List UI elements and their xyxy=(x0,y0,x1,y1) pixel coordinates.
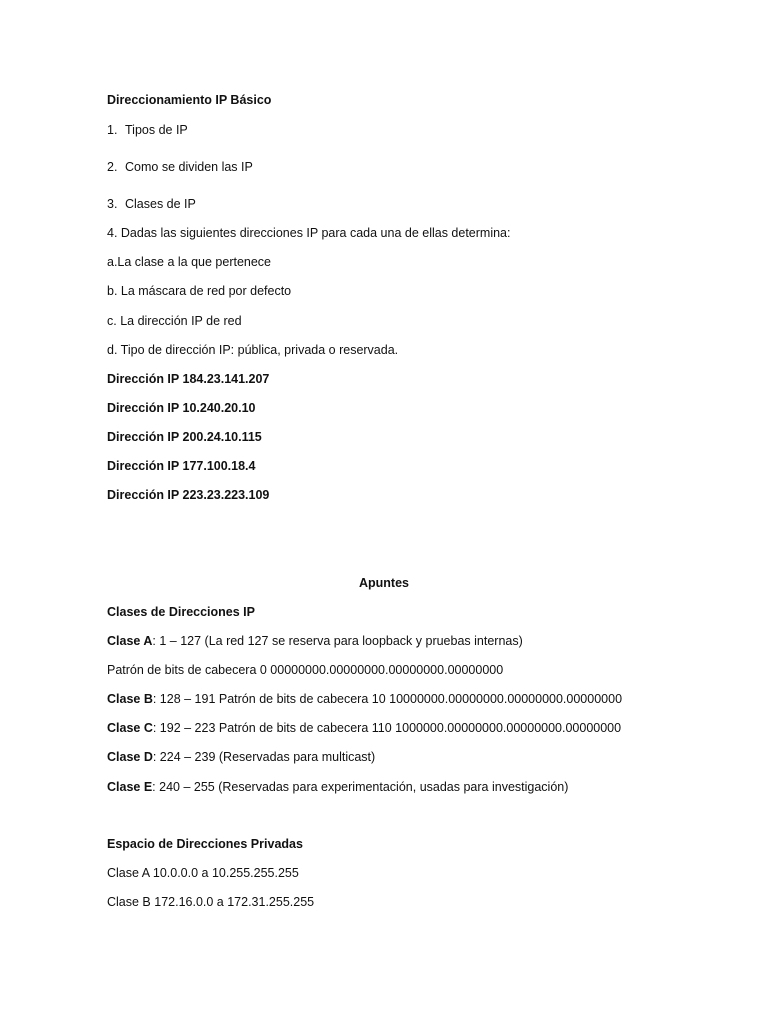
subitem-a: a.La clase a la que pertenece xyxy=(107,255,272,269)
class-a-label: Clase A xyxy=(107,634,153,648)
class-c-label: Clase C xyxy=(107,721,153,735)
class-e-line xyxy=(107,779,568,795)
class-d-line xyxy=(107,749,375,765)
ip-address-1: Dirección IP 184.23.141.207 xyxy=(107,372,270,386)
question-number: 3. xyxy=(107,197,118,211)
class-e-label: Clase E xyxy=(107,780,153,794)
class-a-line xyxy=(107,633,523,649)
class-e-text: : 240 – 255 (Reservadas para experimentación, usadas para investigación) xyxy=(152,780,569,794)
private-class-a: Clase A 10.0.0.0 a 10.255.255.255 xyxy=(107,866,299,880)
private-class-b: Clase B 172.16.0.0 a 172.31.255.255 xyxy=(107,895,315,909)
private-heading: Espacio de Direcciones Privadas xyxy=(107,837,303,851)
subitem-b: b. La máscara de red por defecto xyxy=(107,284,292,298)
question-2 xyxy=(107,159,253,175)
question-number: 1. xyxy=(107,123,118,137)
notes-heading: Apuntes xyxy=(359,576,409,590)
document-title: Direccionamiento IP Básico xyxy=(107,93,272,107)
class-a-text: : 1 – 127 (La red 127 se reserva para loopback y pruebas internas) xyxy=(152,634,523,648)
class-d-label: Clase D xyxy=(107,750,153,764)
ip-address-2: Dirección IP 10.240.20.10 xyxy=(107,401,256,415)
subitem-c: c. La dirección IP de red xyxy=(107,314,242,328)
subitem-d: d. Tipo de dirección IP: pública, privada o reservada. xyxy=(107,343,399,357)
class-a-pattern: Patrón de bits de cabecera 0 00000000.00000000.00000000.00000000 xyxy=(107,663,504,677)
class-b-line xyxy=(107,691,622,707)
class-b-text: : 128 – 191 Patrón de bits de cabecera 10 10000000.00000000.00000000.00000000 xyxy=(152,692,623,706)
class-b-label: Clase B xyxy=(107,692,153,706)
class-c-text: : 192 – 223 Patrón de bits de cabecera 110 1000000.00000000.00000000.00000000 xyxy=(152,721,622,735)
classes-heading: Clases de Direcciones IP xyxy=(107,605,255,619)
class-d-text: : 224 – 239 (Reservadas para multicast) xyxy=(152,750,376,764)
question-1 xyxy=(107,122,188,138)
question-text: Como se dividen las IP xyxy=(125,160,253,174)
ip-address-5: Dirección IP 223.23.223.109 xyxy=(107,488,270,502)
question-text: Tipos de IP xyxy=(125,123,188,137)
class-c-line xyxy=(107,720,621,736)
question-text: Clases de IP xyxy=(125,197,196,211)
ip-address-3: Dirección IP 200.24.10.115 xyxy=(107,430,262,444)
question-number: 2. xyxy=(107,160,118,174)
question-4: 4. Dadas las siguientes direcciones IP para cada una de ellas determina: xyxy=(107,226,511,240)
question-3 xyxy=(107,196,196,212)
ip-address-4: Dirección IP 177.100.18.4 xyxy=(107,459,256,473)
